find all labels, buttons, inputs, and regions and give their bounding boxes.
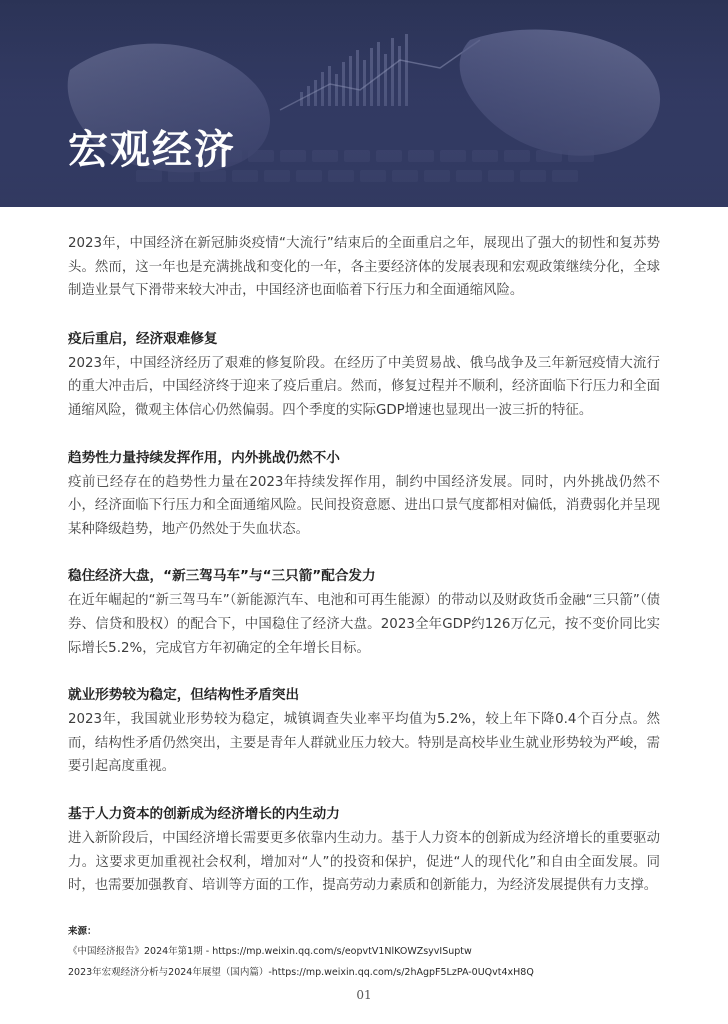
hero-photo-keyboard-hands xyxy=(0,0,728,207)
sources-block xyxy=(68,925,668,987)
section-heading: 疫后重启，经济艰难修复 xyxy=(68,330,218,347)
page-number: 01 xyxy=(356,988,372,1002)
section-body: 2023年，我国就业形势较为稳定，城镇调查失业率平均值为5.2%，较上年下降0.4个百分点。然而，结构性矛盾仍然突出，主要是青年人群就业压力较大。特别是高校毕业生就业形势较为严峻，需要引起高度重视。 xyxy=(68,712,660,775)
section-stabilize-economy xyxy=(68,565,660,660)
section-body: 进入新阶段后，中国经济增长需要更多依靠内生动力。基于人力资本的创新成为经济增长的重要驱动力。这要求更加重视社会权利，增加对“人”的投资和保护，促进“人的现代化”和自由全面发展。同时，也需要加强教育、培训等方面的工作，提高劳动力素质和创新能力，为经济发展提供有力支撑。 xyxy=(68,830,660,894)
header-banner xyxy=(0,0,728,207)
section-heading: 稳住经济大盘，“新三驾马车”与“三只箭”配合发力 xyxy=(68,568,376,585)
section-employment xyxy=(68,684,660,779)
section-heading: 就业形势较为稳定，但结构性矛盾突出 xyxy=(68,687,300,704)
section-body: 疫前已经存在的趋势性力量在2023年持续发挥作用，制约中国经济发展。同时，内外挑战仍然不小，经济面临下行压力和全面通缩风险。民间投资意愿、进出口景气度都相对偏低，消费弱化并呈现某种降级趋势，地产仍然处于失血状态。 xyxy=(68,474,660,537)
section-trend-forces xyxy=(68,447,660,542)
sources-label: 来源： xyxy=(68,926,97,937)
section-heading: 趋势性力量持续发挥作用，内外挑战仍然不小 xyxy=(68,449,340,466)
section-body: 2023年，中国经济经历了艰难的修复阶段。在经历了中美贸易战、俄乌战争及三年新冠疫情大流行的重大冲击后，中国经济终于迎来了疫后重启。然而，修复过程并不顺利，经济面临下行压力和全面通缩风险，微观主体信心仍然偏弱。四个季度的实际GDP增速也显现出一波三折的特征。 xyxy=(68,355,660,418)
source-link[interactable]: 2023年宏观经济分析与2024年展望（国内篇）-https://mp.weixin.qq.com/s/2hAgpF5LzPA-0UQvt4xH8Q xyxy=(68,967,534,978)
section-post-pandemic-recovery xyxy=(68,328,660,423)
intro-paragraph: 2023年，中国经济在新冠肺炎疫情“大流行”结束后的全面重启之年，展现出了强大的韧性和复苏势头。然而，这一年也是充满挑战和变化的一年，各主要经济体的发展表现和宏观政策继续分化，全球制造业景气下滑带来较大冲击，中国经济也面临着下行压力和全面通缩风险。 xyxy=(68,236,660,299)
section-body: 在近年崛起的“新三驾马车”（新能源汽车、电池和可再生能源）的带动以及财政货币金融“三只箭”（债券、信贷和股权）的配合下，中国稳住了经济大盘。2023全年GDP约126万亿元，按不变价同比实际增长5.2%，完成官方年初确定的全年增长目标。 xyxy=(68,593,660,656)
source-link[interactable]: 《中国经济报告》2024年第1期 - https://mp.weixin.qq.com/s/eopvtV1NlKOWZsyvISuptw xyxy=(68,946,472,957)
page-title: 宏观经济 xyxy=(68,127,236,173)
section-human-capital-innovation xyxy=(68,803,660,898)
article-body xyxy=(68,232,660,922)
section-heading: 基于人力资本的创新成为经济增长的内生动力 xyxy=(68,805,340,822)
